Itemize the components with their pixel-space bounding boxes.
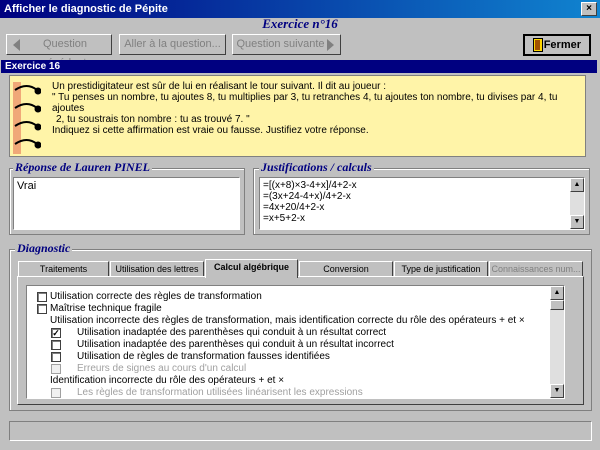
close-button[interactable]	[523, 34, 591, 56]
answer-field[interactable]: Vrai	[13, 177, 240, 230]
criterion-label: Erreurs de signes au cours d'un calcul	[77, 363, 247, 374]
justification-line: =(3x+24-4+x)/4+2-x	[263, 191, 351, 202]
criterion-label: Utilisation de règles de transformation fausses identifiées	[77, 351, 330, 362]
tab-connaissances-numeriques[interactable]: Connaissances num...	[489, 261, 583, 277]
statement-panel	[9, 75, 586, 157]
close-label: Fermer	[543, 39, 581, 51]
criteria-scrollbar[interactable]	[550, 286, 564, 398]
notebook-spiral-icon	[13, 82, 41, 154]
window-close-button[interactable]: ×	[581, 2, 597, 16]
exercise-title: Exercice n°16	[262, 16, 338, 31]
diagnostic-title: Diagnostic	[17, 241, 71, 255]
criteria-list	[26, 285, 565, 399]
next-question-label: Question suivante	[236, 38, 325, 50]
statement-text	[52, 81, 582, 136]
status-bar	[9, 421, 592, 441]
scroll-down-icon[interactable]: ▼	[550, 384, 564, 398]
door-icon	[533, 38, 543, 52]
criterion-label: Les règles de transformation utilisées linéarisent les expressions	[77, 387, 363, 398]
tab-type-justification[interactable]: Type de justification	[394, 261, 488, 277]
justification-line: =4x+20/4+2-x	[263, 202, 325, 213]
statement-line: Indiquez si cette affirmation est vraie ou fausse. Justifiez votre réponse.	[52, 125, 369, 136]
justification-line: =[(x+8)×3-4+x]/4+2-x	[263, 180, 357, 191]
criterion-checkbox[interactable]	[37, 292, 47, 302]
section-header: Exercice 16	[1, 60, 597, 73]
justification-title: Justifications / calculs	[261, 160, 372, 174]
statement-line: " Tu penses un nombre, tu ajoutes 8, tu multiplies par 3, tu retranches 4, tu ajoutes ton nombre, tu divises par 4, tu ajoutes	[52, 92, 561, 114]
arrow-right-icon	[327, 39, 334, 51]
scroll-thumb[interactable]	[550, 300, 564, 310]
previous-question-label: Question	[42, 38, 88, 50]
statement-line: 2, tu soustrais ton nombre : tu as trouvé 7. "	[56, 114, 250, 125]
criterion-checkbox-checked[interactable]: ✓	[52, 328, 60, 338]
criterion-label: Maîtrise technique fragile	[50, 303, 162, 314]
tab-traitements[interactable]: Traitements	[18, 261, 109, 277]
previous-question-button[interactable]	[6, 34, 112, 55]
justification-field[interactable]	[259, 177, 585, 230]
criterion-checkbox[interactable]	[51, 352, 61, 362]
scroll-up-icon[interactable]: ▲	[570, 178, 584, 192]
arrow-left-icon	[13, 39, 20, 51]
criterion-checkbox[interactable]	[51, 340, 61, 350]
scroll-down-icon[interactable]: ▼	[570, 215, 584, 229]
criterion-group-label: Identification incorrecte du rôle des opérateurs + et ×	[50, 375, 285, 386]
justification-line: =x+5+2-x	[263, 213, 305, 224]
criterion-group-label: Utilisation incorrecte des règles de transformation, mais identification correcte du rôle des opérateurs + et ×	[50, 315, 525, 326]
tab-calcul-algebrique[interactable]: Calcul algébrique	[205, 259, 298, 278]
criterion-label: Utilisation inadaptée des parenthèses qui conduit à un résultat incorrect	[77, 339, 394, 350]
statement-line: Un prestidigitateur est sûr de lui en réalisant le tour suivant. Il dit au joueur :	[52, 81, 387, 92]
tab-conversion[interactable]: Conversion	[299, 261, 393, 277]
next-question-button[interactable]	[232, 34, 341, 55]
criterion-label: Utilisation inadaptée des parenthèses qui conduit à un résultat correct	[77, 327, 387, 338]
criterion-label: Utilisation correcte des règles de transformation	[50, 291, 262, 302]
criterion-checkbox-disabled	[51, 364, 61, 374]
answer-title: Réponse de Lauren PINEL	[15, 160, 150, 174]
justification-scrollbar[interactable]	[570, 178, 584, 229]
goto-question-button[interactable]	[119, 34, 226, 55]
criterion-checkbox[interactable]	[37, 304, 47, 314]
scroll-up-icon[interactable]: ▲	[550, 286, 564, 300]
goto-question-label: Aller à la question...	[124, 38, 221, 50]
window-title: Afficher le diagnostic de Pépite	[4, 3, 168, 15]
criterion-checkbox-disabled	[51, 388, 61, 398]
tab-utilisation-lettres[interactable]: Utilisation des lettres	[110, 261, 204, 277]
